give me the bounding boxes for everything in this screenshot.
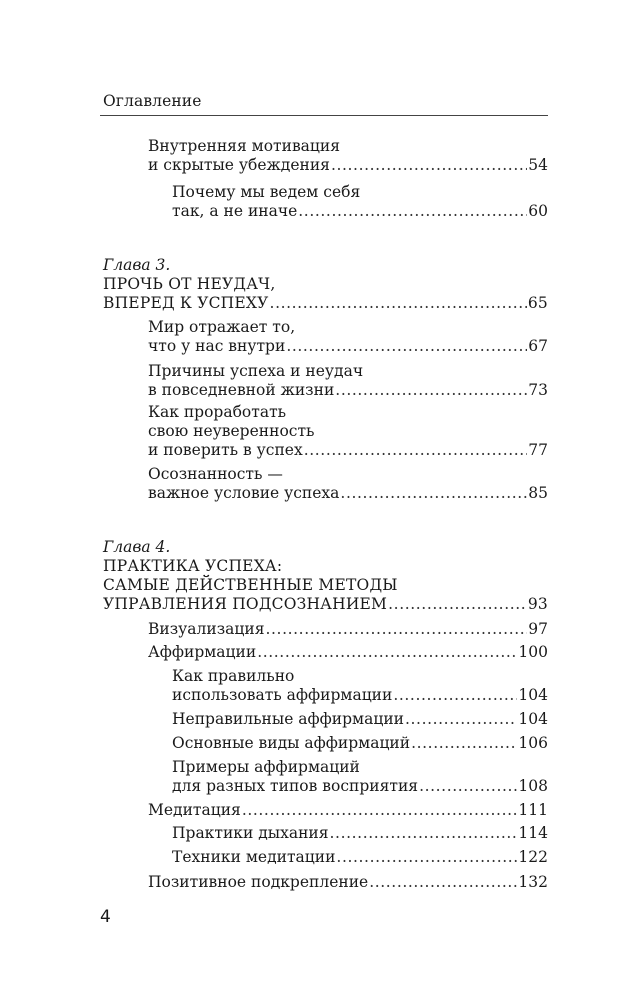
dot-leader xyxy=(330,824,518,843)
toc-entry[interactable] xyxy=(172,710,548,729)
toc-entry-title: Причины успеха и неудач xyxy=(148,362,364,380)
toc-page-number: 111 xyxy=(518,801,548,819)
dot-leader xyxy=(405,710,517,729)
toc-entry-title: свою неуверенность xyxy=(148,422,315,440)
toc-page-number: 100 xyxy=(518,643,548,661)
toc-page-number: 65 xyxy=(527,294,548,312)
dot-leader xyxy=(388,595,527,614)
toc-entry-title: ПРАКТИКА УСПЕХА: xyxy=(103,557,283,575)
toc-page-number: 93 xyxy=(527,595,548,613)
toc-entry-title: Основные виды аффирмаций xyxy=(172,734,411,752)
toc-entry[interactable] xyxy=(172,848,548,867)
toc-entry[interactable] xyxy=(172,667,548,705)
dot-leader xyxy=(270,294,527,313)
toc-entry-title: САМЫЕ ДЕЙСТВЕННЫЕ МЕТОДЫ xyxy=(103,576,398,594)
toc-entry-title: Примеры аффирмаций xyxy=(172,758,360,776)
toc-entry[interactable] xyxy=(172,824,548,843)
dot-leader xyxy=(304,441,528,460)
toc-page-number: 104 xyxy=(518,686,548,704)
dot-leader xyxy=(331,156,527,175)
toc-page-number: 67 xyxy=(528,337,548,355)
toc-entry-title: УПРАВЛЕНИЯ ПОДСОЗНАНИЕМ xyxy=(103,595,388,613)
toc-entry-title: Визуализация xyxy=(148,620,265,638)
toc-page-number: 97 xyxy=(528,620,548,638)
toc-entry-title: в повседневной жизни xyxy=(148,381,335,399)
toc-entry-title: так, а не иначе xyxy=(172,202,298,220)
toc-entry-title: Почему мы ведем себя xyxy=(172,183,361,201)
toc-entry-title: Практики дыхания xyxy=(172,824,329,842)
dot-leader xyxy=(266,620,528,639)
dot-leader xyxy=(286,337,527,356)
toc-entry-title: Мир отражает то, xyxy=(148,318,296,336)
dot-leader xyxy=(393,686,517,705)
toc-chapter-entry[interactable] xyxy=(103,557,548,614)
toc-page-number: 132 xyxy=(518,873,548,891)
toc-page-number: 77 xyxy=(528,441,548,459)
toc-entry-title: Как правильно xyxy=(172,667,295,685)
page-number: 4 xyxy=(100,907,111,927)
toc-entry[interactable] xyxy=(148,318,548,356)
toc-page-number: 54 xyxy=(528,156,548,174)
header-rule xyxy=(100,115,548,116)
toc-entry[interactable] xyxy=(148,403,548,460)
toc-page-number: 104 xyxy=(518,710,548,728)
dot-leader xyxy=(257,643,517,662)
dot-leader xyxy=(340,484,527,503)
toc-entry-title: Неправильные аффирмации xyxy=(172,710,404,728)
toc-entry-title: для разных типов восприятия xyxy=(172,777,419,795)
toc-entry-title: и поверить в успех xyxy=(148,441,303,459)
toc-page-number: 122 xyxy=(518,848,548,866)
toc-entry[interactable] xyxy=(148,801,548,820)
chapter-label: Глава 3. xyxy=(103,256,171,274)
chapter-label: Глава 4. xyxy=(103,538,171,556)
toc-entry[interactable] xyxy=(148,873,548,892)
toc-page-number: 114 xyxy=(518,824,548,842)
toc-entry-title: Медитация xyxy=(148,801,241,819)
dot-leader xyxy=(419,777,517,796)
toc-page-number: 85 xyxy=(528,484,548,502)
dot-leader xyxy=(335,381,527,400)
toc-entry-title: Внутренняя мотивация xyxy=(148,137,340,155)
dot-leader xyxy=(336,848,517,867)
toc-entry-title: ПРОЧЬ ОТ НЕУДАЧ, xyxy=(103,275,276,293)
toc-entry-title: что у нас внутри xyxy=(148,337,286,355)
toc-entry-title: использовать аффирмации xyxy=(172,686,393,704)
toc-entry-title: ВПЕРЕД К УСПЕХУ xyxy=(103,294,269,312)
dot-leader xyxy=(411,734,517,753)
toc-entry[interactable] xyxy=(172,758,548,796)
toc-entry-title: Аффирмации xyxy=(148,643,257,661)
toc-page-number: 73 xyxy=(528,381,548,399)
dot-leader xyxy=(242,801,518,820)
toc-page-number: 108 xyxy=(518,777,548,795)
toc-entry-title: и скрытые убеждения xyxy=(148,156,330,174)
dot-leader xyxy=(298,202,527,221)
toc-entry-title: Позитивное подкрепление xyxy=(148,873,369,891)
toc-entry[interactable] xyxy=(148,362,548,400)
toc-entry[interactable] xyxy=(148,137,548,175)
toc-chapter-entry[interactable] xyxy=(103,275,548,313)
dot-leader xyxy=(369,873,517,892)
toc-entry-title: Осознанность — xyxy=(148,465,283,483)
toc-entry[interactable] xyxy=(148,465,548,503)
toc-page-number: 60 xyxy=(528,202,548,220)
toc-entry-title: Как проработать xyxy=(148,403,287,421)
toc-entry[interactable] xyxy=(148,643,548,662)
toc-page-number: 106 xyxy=(518,734,548,752)
running-header: Оглавление xyxy=(103,92,202,110)
toc-entry-title: Техники медитации xyxy=(172,848,336,866)
toc-entry[interactable] xyxy=(172,734,548,753)
toc-entry-title: важное условие успеха xyxy=(148,484,340,502)
toc-entry[interactable] xyxy=(148,620,548,639)
toc-entry[interactable] xyxy=(172,183,548,221)
